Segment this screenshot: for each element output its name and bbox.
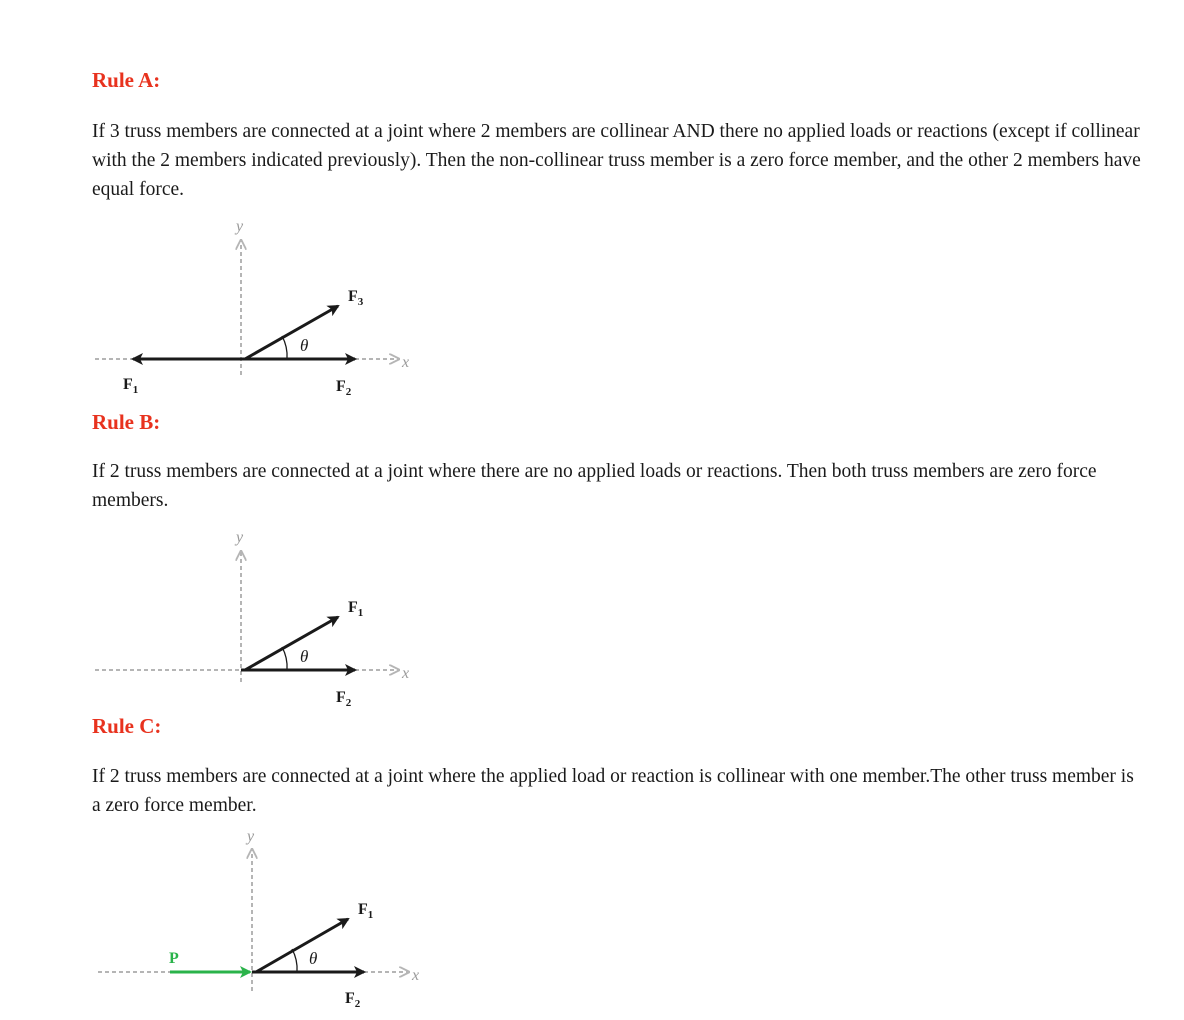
angle-arc bbox=[282, 647, 287, 670]
angle-arc bbox=[282, 336, 287, 359]
f1-label: $F_1$ bbox=[348, 599, 364, 619]
theta-label: θ bbox=[300, 336, 309, 355]
x-axis-label: x bbox=[402, 665, 410, 682]
rule-b-diagram bbox=[0, 522, 520, 712]
rule-a-title: Rule A: bbox=[92, 68, 161, 92]
theta-label: θ bbox=[300, 647, 309, 666]
theta-label: θ bbox=[309, 949, 318, 968]
f1-label: $F_1$ bbox=[358, 901, 374, 921]
y-axis-label: y bbox=[236, 218, 244, 235]
rule-c-title: Rule C: bbox=[92, 714, 162, 738]
f2-label: $F_2$ bbox=[345, 990, 361, 1010]
rule-c-text: If 2 truss members are connected at a joint where the applied load or reaction is collinear with one member.The other truss member is a zero force member. bbox=[92, 766, 1134, 816]
f1-label: $F_1$ bbox=[123, 376, 139, 396]
f1-arrow bbox=[245, 617, 338, 670]
f1-arrow bbox=[256, 919, 348, 972]
rule-a-text: If 3 truss members are connected at a joint where 2 members are collinear AND there no applied loads or reactions (except if collinear with the 2 members indicated previously). Then the non-collinear truss member is a zero force member, and the other 2 members have equal force. bbox=[92, 121, 1141, 200]
load-p-label: P bbox=[169, 950, 179, 967]
f3-label: $F_3$ bbox=[348, 288, 364, 308]
rule-a-diagram bbox=[0, 215, 520, 405]
rule-b-title: Rule B: bbox=[92, 410, 161, 434]
y-axis-label: y bbox=[247, 828, 255, 845]
y-axis-label: y bbox=[236, 529, 244, 546]
f3-arrow bbox=[245, 306, 338, 359]
x-axis-label: x bbox=[412, 967, 420, 984]
f2-label: $F_2$ bbox=[336, 378, 352, 398]
rule-c-diagram bbox=[0, 826, 520, 1020]
rule-b-text: If 2 truss members are connected at a joint where there are no applied loads or reactions. Then both truss members are zero force members. bbox=[92, 461, 1097, 511]
f2-label: $F_2$ bbox=[336, 689, 352, 709]
x-axis-label: x bbox=[402, 354, 410, 371]
